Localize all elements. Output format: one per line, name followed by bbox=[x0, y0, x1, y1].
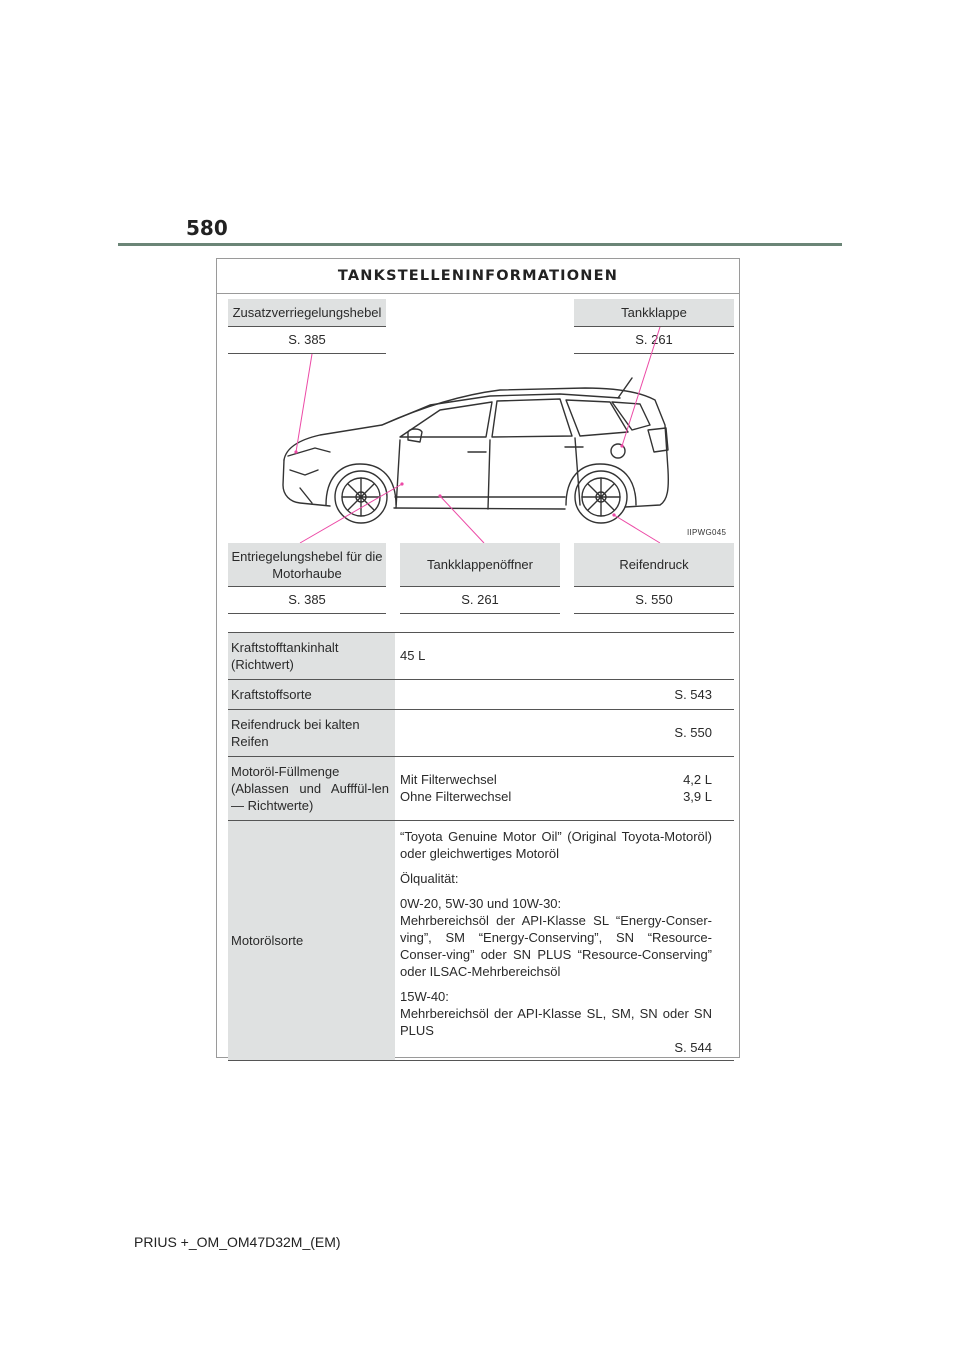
oil-type-details bbox=[395, 821, 734, 1061]
callout-label-fuel-opener: Tankklappenöffner bbox=[400, 543, 560, 587]
oil-grade-heading-2: 15W-40: bbox=[400, 989, 449, 1004]
oil-without-filter-row bbox=[400, 788, 712, 805]
footer-doc-id: PRIUS +_OM_OM47D32M_(EM) bbox=[134, 1234, 341, 1250]
oil-grade-body-1: Mehrbereichsöl der API-Klasse SL “Energy-Conser-ving”, SM “Energy-Conserving”, SN “Resource-Conser-ving” oder SN PLUS “Resource-Conserving” oder ILSAC-Mehrbereichsöl bbox=[400, 913, 712, 979]
oil-capacity-values bbox=[395, 757, 734, 821]
table-row bbox=[228, 633, 734, 680]
callout-ref-auxiliary-catch[interactable]: S. 385 bbox=[228, 327, 386, 354]
oil-with-filter-label: Mit Filterwechsel bbox=[400, 772, 497, 787]
oil-capacity-label: Motoröl-Füllmenge (Ablassen und Aufffül-len — Richtwerte) bbox=[228, 757, 395, 821]
table-row bbox=[228, 757, 734, 821]
callout-label-tire-pressure: Reifendruck bbox=[574, 543, 734, 587]
callout-ref-hood-lever[interactable]: S. 385 bbox=[228, 587, 386, 614]
oil-grade-body-2: Mehrbereichsöl der API-Klasse SL, SM, SN oder SN PLUS bbox=[400, 1006, 712, 1038]
oil-type-label: Motorölsorte bbox=[228, 821, 395, 1061]
oil-type-ref[interactable]: S. 544 bbox=[674, 1040, 712, 1055]
oil-without-filter-label: Ohne Filterwechsel bbox=[400, 789, 512, 804]
fuel-type-label: Kraftstoffsorte bbox=[228, 680, 395, 710]
callout-label-auxiliary-catch: Zusatzverriegelungshebel bbox=[228, 299, 386, 327]
callout-ref-tire-pressure[interactable]: S. 550 bbox=[574, 587, 734, 614]
section-title: TANKSTELLENINFORMATIONEN bbox=[217, 259, 739, 294]
fuel-capacity-label: Kraftstofftankinhalt (Richtwert) bbox=[228, 633, 395, 680]
figure-code: IIPWG045 bbox=[687, 528, 727, 537]
fuel-type-ref[interactable]: S. 543 bbox=[395, 680, 734, 710]
oil-without-filter-value: 3,9 L bbox=[683, 789, 712, 804]
callout-ref-fuel-opener[interactable]: S. 261 bbox=[400, 587, 560, 614]
oil-type-paragraph-1: “Toyota Genuine Motor Oil” (Original Toyota-Motoröl) oder gleichwertiges Motoröl bbox=[400, 829, 712, 861]
fuel-spec-table bbox=[228, 632, 734, 1061]
oil-grade-heading-1: 0W-20, 5W-30 und 10W-30: bbox=[400, 896, 562, 911]
table-row bbox=[228, 710, 734, 757]
tire-pressure-label: Reifendruck bei kalten Reifen bbox=[228, 710, 395, 757]
table-row bbox=[228, 821, 734, 1061]
oil-type-paragraph-2: Ölqualität: bbox=[400, 871, 459, 886]
callout-label-hood-lever: Entriegelungshebel für die Motorhaube bbox=[228, 543, 386, 587]
table-row bbox=[228, 680, 734, 710]
page-number: 580 bbox=[186, 216, 228, 240]
callout-label-fuel-door: Tankklappe bbox=[574, 299, 734, 327]
oil-with-filter-row bbox=[400, 771, 712, 788]
fuel-capacity-value: 45 L bbox=[395, 633, 734, 680]
oil-with-filter-value: 4,2 L bbox=[683, 772, 712, 787]
callout-ref-fuel-door[interactable]: S. 261 bbox=[574, 327, 734, 354]
tire-pressure-ref[interactable]: S. 550 bbox=[395, 710, 734, 757]
